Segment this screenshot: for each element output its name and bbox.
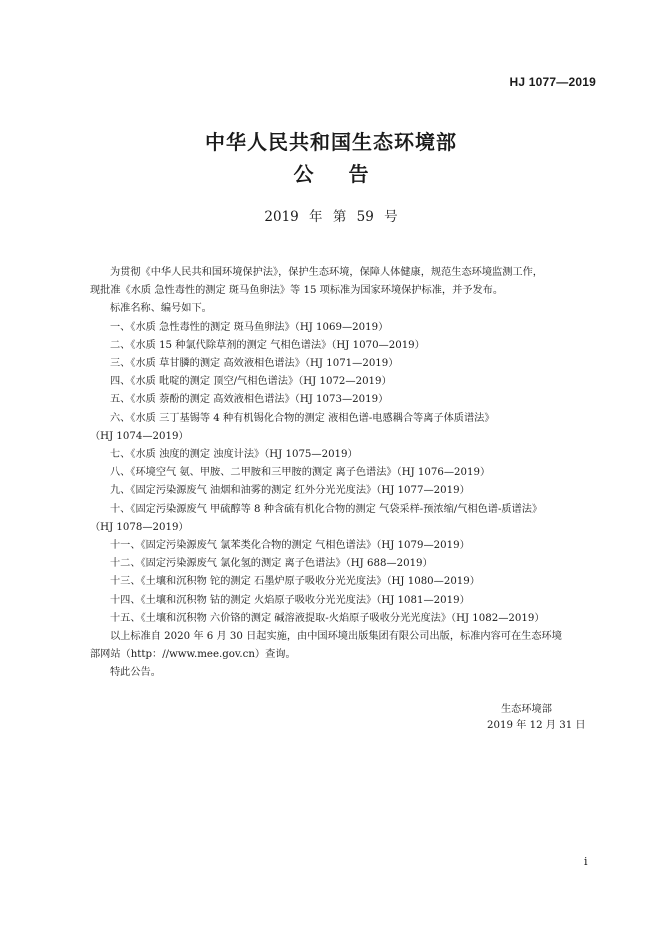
list-item	[90, 464, 600, 482]
standards-list	[90, 319, 600, 628]
implementation-line-2: 部网站（http：//www.mee.gov.cn）查询。	[90, 649, 296, 661]
list-item-continuation: （HJ 1074—2019）	[90, 430, 189, 442]
list-item	[90, 592, 600, 610]
list-item	[90, 410, 600, 446]
list-item-continuation: （HJ 1078—2019）	[90, 521, 189, 533]
implementation-line-1: 以上标准自 2020 年 6 月 30 日起实施，由中国环境出版集团有限公司出版，标准内容可在生态环境	[110, 631, 562, 643]
list-item-text: 八、《环境空气 氨、甲胺、二甲胺和三甲胺的测定 离子色谱法》（HJ 1076—2019）	[110, 467, 491, 479]
list-item	[90, 373, 600, 391]
list-item-text: 一、《水质 急性毒性的测定 斑马鱼卵法》（HJ 1069—2019）	[110, 321, 389, 333]
list-item	[90, 610, 600, 628]
list-item	[90, 446, 600, 464]
list-item	[90, 501, 600, 537]
intro-line-2: 现批准《水质 急性毒性的测定 斑马鱼卵法》等 15 项标准为国家环境保护标准，并予发布。	[90, 285, 504, 297]
signature-organization: 生态环境部	[501, 704, 552, 715]
list-item-text: 十五、《土壤和沉积物 六价铬的测定 碱溶液提取-火焰原子吸收分光光度法》（HJ 1082—2019）	[110, 612, 545, 624]
list-item	[90, 319, 600, 337]
list-item-text: 二、《水质 15 种氯代除草剂的测定 气相色谱法》（HJ 1070—2019）	[110, 339, 425, 351]
list-item	[90, 391, 600, 409]
list-heading: 标准名称、编号如下。	[110, 303, 212, 315]
list-item-text: 五、《水质 萘酚的测定 高效液相色谱法》（HJ 1073—2019）	[110, 394, 389, 406]
standard-code: HJ 1077—2019	[509, 75, 596, 89]
list-item	[90, 537, 600, 555]
announcement-body	[90, 264, 600, 683]
list-item-text: 三、《水质 草甘膦的测定 高效液相色谱法》（HJ 1071—2019）	[110, 358, 399, 370]
announcement-title: 公 告	[293, 162, 383, 186]
list-item-text: 十二、《固定污染源废气 氯化氢的测定 离子色谱法》（HJ 688—2019）	[110, 558, 433, 570]
list-item-text: 七、《水质 浊度的测定 浊度计法》（HJ 1075—2019）	[110, 449, 358, 461]
page-number: i	[584, 855, 588, 868]
list-item-text: 四、《水质 吡啶的测定 顶空/气相色谱法》（HJ 1072—2019）	[110, 376, 392, 388]
intro-line-1: 为贯彻《中华人民共和国环境保护法》，保护生态环境，保障人体健康，规范生态环境监测工作，	[110, 267, 543, 278]
list-item	[90, 555, 600, 573]
list-item	[90, 355, 600, 373]
ministry-title: 中华人民共和国生态环境部	[205, 130, 457, 154]
list-item-text: 十三、《土壤和沉积物 铊的测定 石墨炉原子吸收分光光度法》（HJ 1080—2019）	[110, 576, 480, 588]
list-item-text: 十一、《固定污染源废气 氯苯类化合物的测定 气相色谱法》（HJ 1079—2019）	[110, 540, 470, 552]
closing-statement: 特此公告。	[110, 667, 161, 679]
list-item-text: 十、《固定污染源废气 甲硫醇等 8 种含硫有机化合物的测定 气袋采样-预浓缩/气相色谱-质谱法》	[110, 503, 543, 515]
signature-date: 2019 年 12 月 31 日	[487, 720, 586, 731]
list-item-text: 十四、《土壤和沉积物 钴的测定 火焰原子吸收分光光度法》（HJ 1081—2019）	[110, 594, 470, 606]
list-item-text: 六、《水质 三丁基锡等 4 种有机锡化合物的测定 液相色谱-电感耦合等离子体质谱法》	[110, 412, 495, 424]
list-item	[90, 573, 600, 591]
list-item-text: 九、《固定污染源废气 油烟和油雾的测定 红外分光光度法》（HJ 1077—2019）	[110, 485, 470, 497]
issue-number: 2019 年 第 59 号	[264, 209, 398, 225]
list-item	[90, 337, 600, 355]
list-item	[90, 482, 600, 500]
